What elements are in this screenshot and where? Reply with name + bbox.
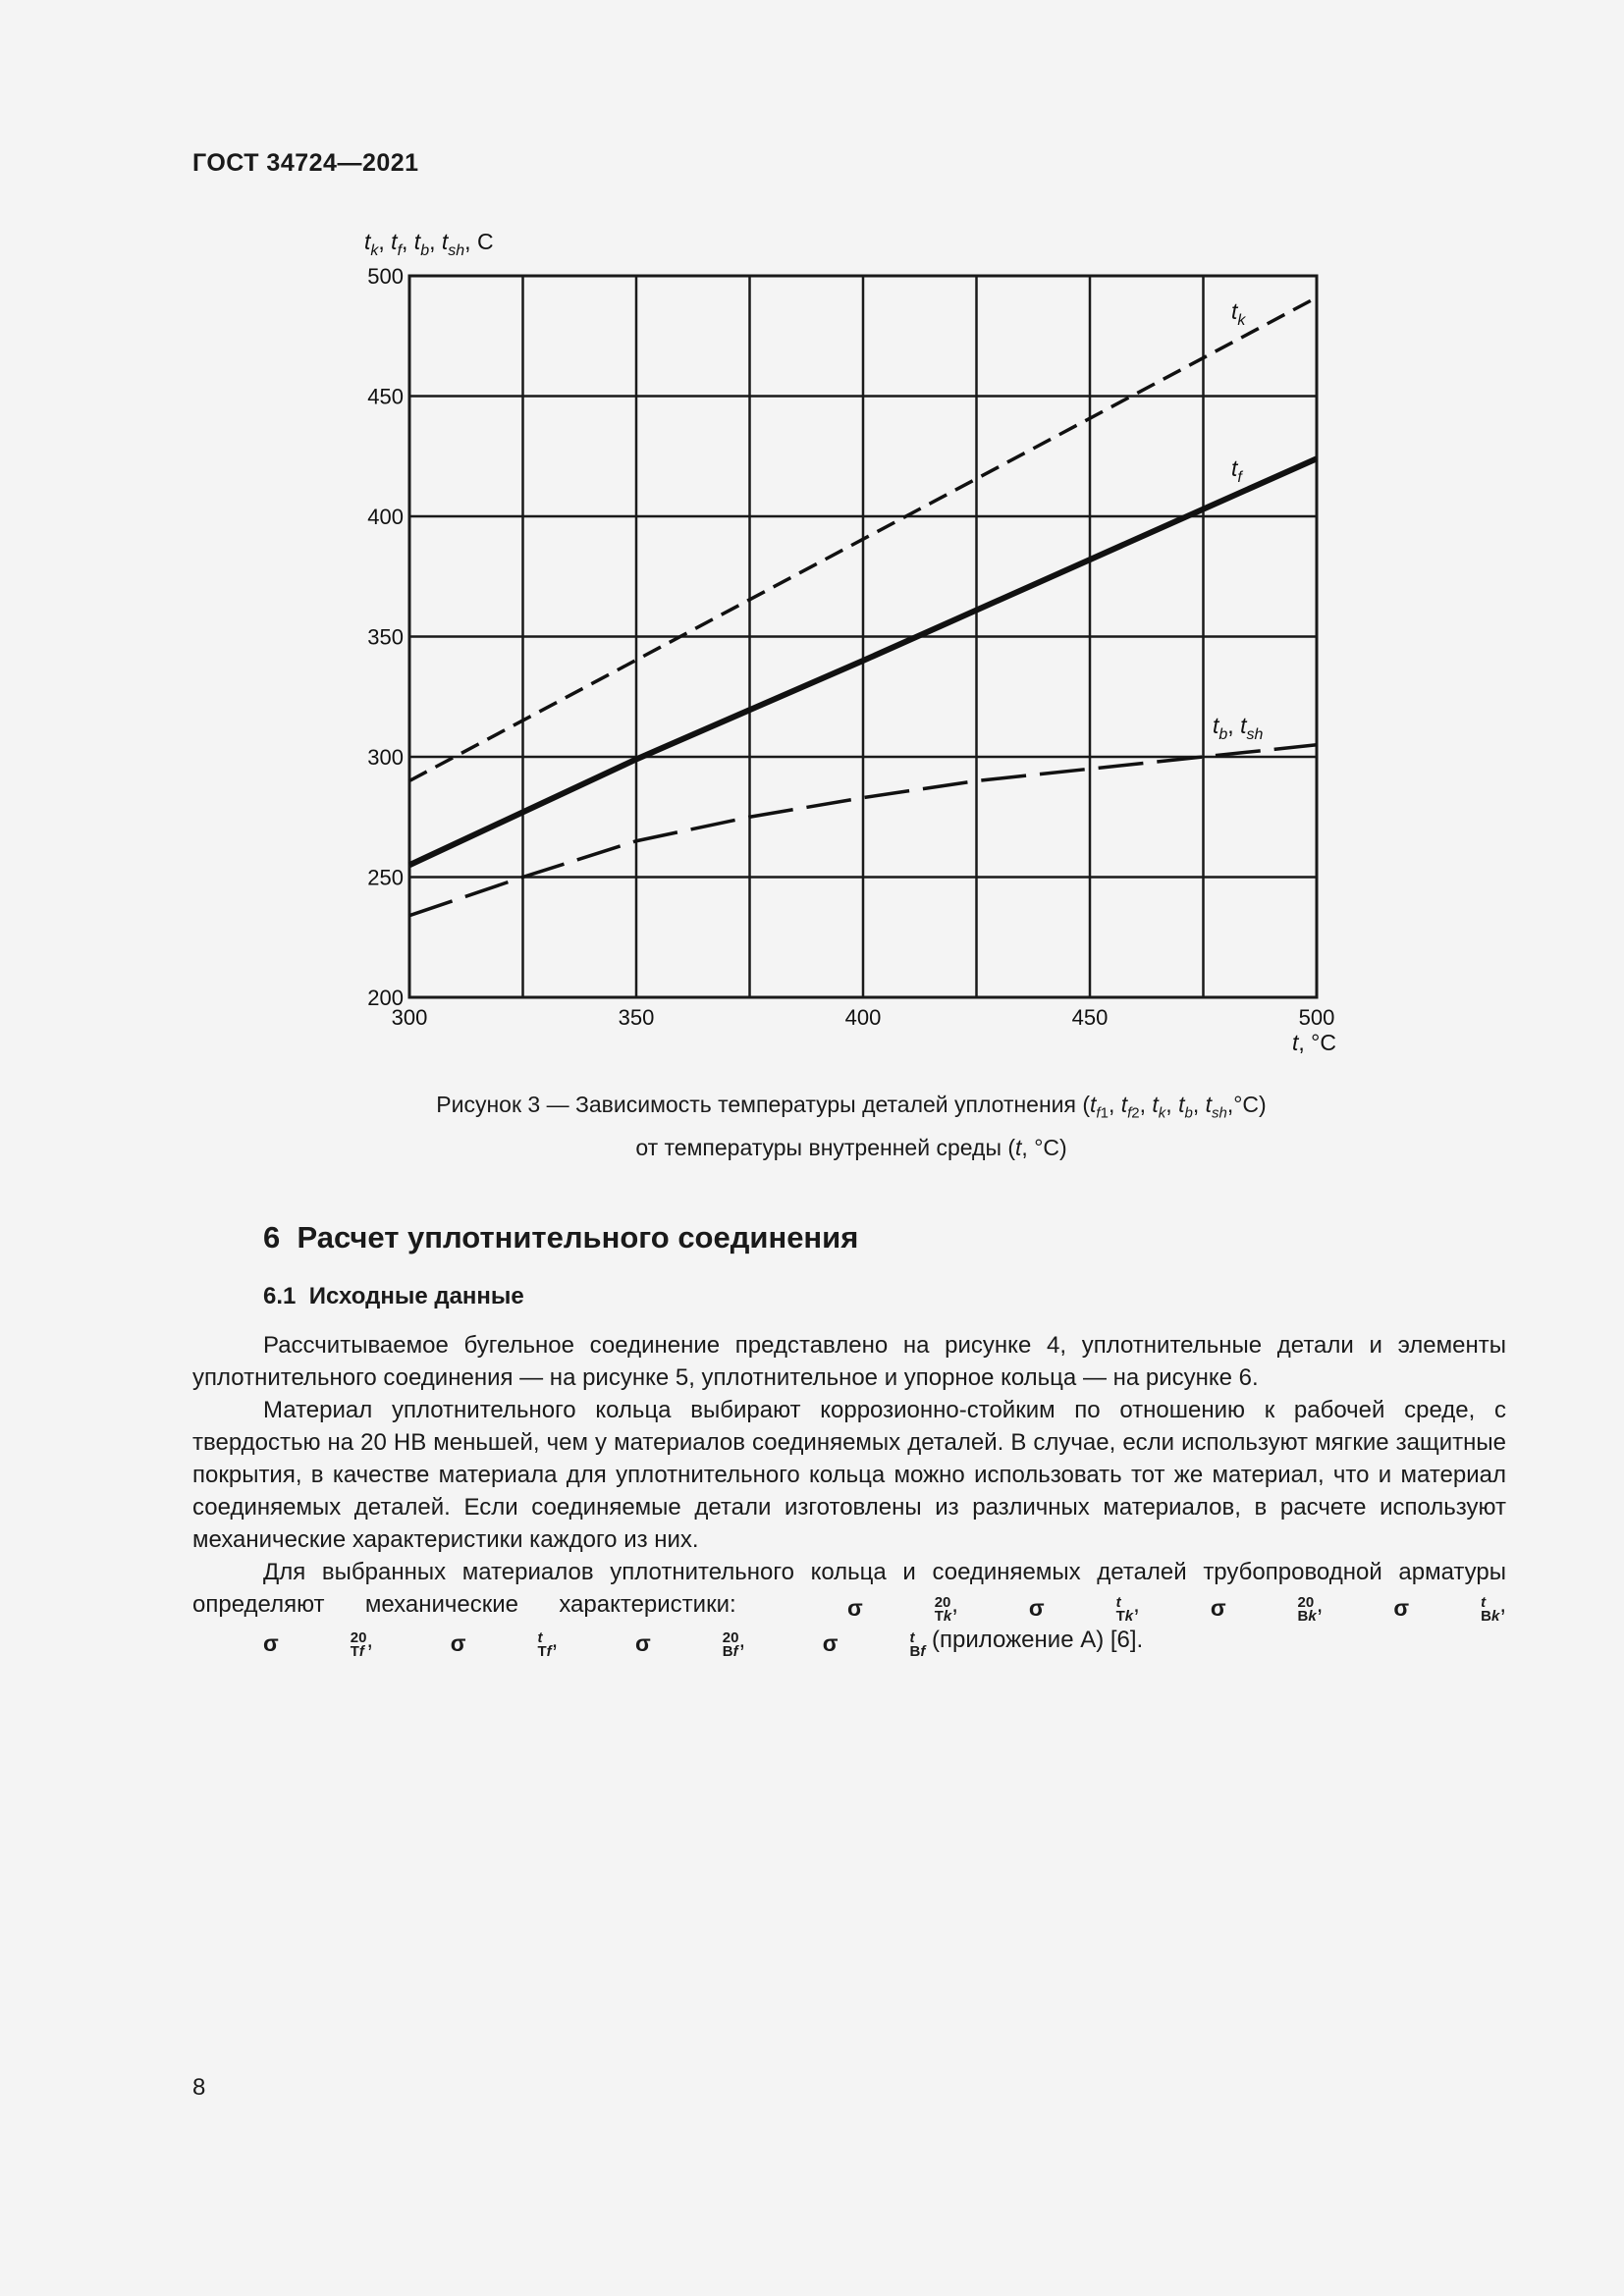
series-label-tb-tsh: $t_b$, $t_{sh}$	[1213, 713, 1264, 743]
y-tick-label: 450	[367, 384, 404, 409]
y-tick-label: 400	[367, 505, 404, 529]
y-axis-label: $t_k$, $t_f$, $t_b$, $t_{sh}$, С	[364, 229, 494, 259]
sigma-tft: σ t Tf	[450, 1629, 552, 1660]
body-text	[192, 1329, 1506, 1659]
sigma-tf20: σ 20 Tf	[263, 1629, 367, 1660]
document-header: ГОСТ 34724—2021	[192, 149, 419, 177]
sigma-bft: σ t Bf	[822, 1629, 926, 1660]
sigma-tkt: σ t Tk	[1028, 1593, 1134, 1625]
chart-ticks	[367, 264, 1334, 1030]
figure-caption	[295, 1088, 1408, 1164]
caption-line-2: от температуры внутренней среды (t, °С)	[635, 1134, 1067, 1160]
chart-grid	[409, 276, 1317, 997]
y-tick-label: 350	[367, 624, 404, 650]
y-tick-label: 300	[367, 745, 404, 770]
series-label-tf: $t_f$	[1231, 455, 1242, 486]
x-tick-label: 450	[1071, 1005, 1109, 1030]
caption-line-1: Рисунок 3 — Зависимость температуры деталей уплотнения ($t_{f1}$, $t_{f2}$, $t_k$, $t_b$, $t_{sh},^\circ С$)	[436, 1092, 1267, 1122]
page-number: 8	[192, 2074, 206, 2101]
sigma-tk20: σ 20 Tk	[846, 1593, 952, 1625]
y-tick-label: 250	[367, 865, 404, 890]
sigma-bk20: σ 20 Bk	[1210, 1593, 1317, 1625]
x-tick-label: 300	[391, 1005, 428, 1030]
paragraph-2: Материал уплотнительного кольца выбирают коррозионно-стойким по отношению к рабочей среде, с твердостью на 20 НВ меньшей, чем у материалов соединяемых деталей. В случае, если используют мягкие защитные покрытия, в качестве материала для уплотнительного кольца можно использовать тот же материал, что и материал соединяемых деталей. Если соединяемые детали изготовлены из различных материалов, в расчете используют механические характеристики каждого из них.	[192, 1397, 1506, 1553]
series-label-tk: $t_k$	[1231, 298, 1246, 329]
y-tick-label: 200	[367, 986, 404, 1010]
sigma-bkt: σ t Bk	[1393, 1593, 1500, 1625]
y-tick-label: 500	[367, 264, 404, 289]
x-tick-label: 500	[1298, 1005, 1335, 1030]
chart-labels	[364, 229, 1336, 1055]
paragraph-1: Рассчитываемое бугельное соединение представлено на рисунке 4, уплотнительные детали и элементы уплотнительного соединения — на рисунке 5, уплотнительное и упорное кольца — на рисунке 6.	[192, 1332, 1506, 1391]
paragraph-3: Для выбранных материалов уплотнительного кольца и соединяемых деталей трубопроводной арматуры определяют механические характеристики: σ 20 Tk , σ t Tk , σ 20 Bk , σ t Bk ,σ 20 Tf , σ t Tf , σ 20 Bf , σ t Bf (приложение А) [6].	[192, 1559, 1506, 1660]
x-axis-label: t, °С	[1292, 1030, 1336, 1055]
x-tick-label: 350	[618, 1005, 655, 1030]
subsection-title: 6.1 Исходные данные	[263, 1283, 524, 1309]
x-tick-label: 400	[844, 1005, 882, 1030]
section-title: 6 Расчет уплотнительного соединения	[263, 1220, 859, 1255]
sigma-bf20: σ 20 Bf	[635, 1629, 739, 1660]
temperature-chart	[0, 0, 1624, 1080]
